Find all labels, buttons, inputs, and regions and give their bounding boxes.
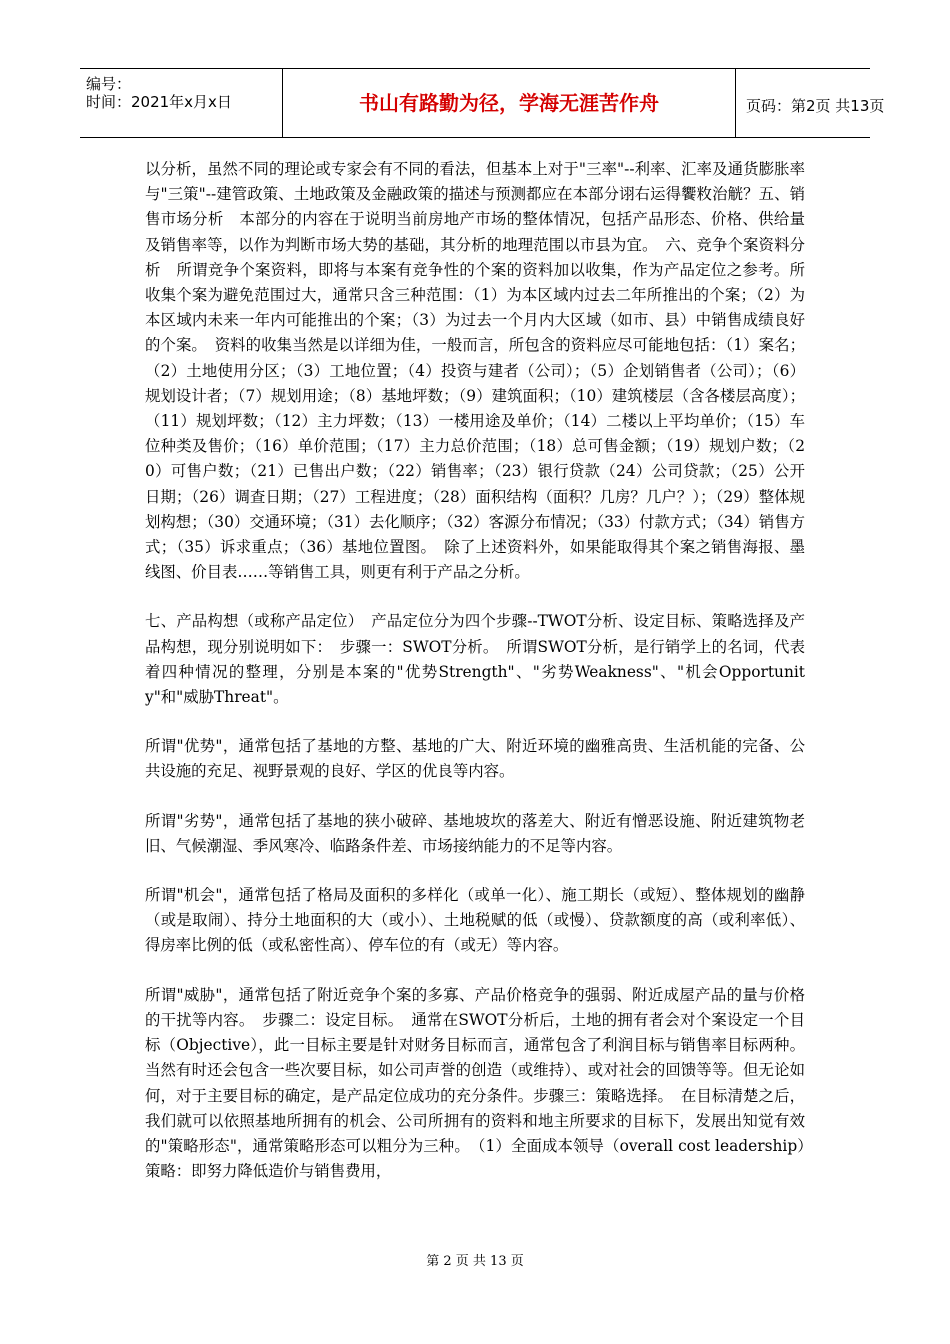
paragraph: 所谓"威胁"，通常包括了附近竞争个案的多寡、产品价格竞争的强弱、附近成屋产品的量与价格的干扰等内容。 步骤二：设定目标。 通常在SWOT分析后，土地的拥有者会对个案设定一个目标（Objective），此一目标主要是针对财务目标而言，通常包含了利润目标与销售率目标两种。当然有时还会包含一些次要目标，如公司声誉的创造（或维持）、或对社会的回馈等等。但无论如何，对于主要目标的确定，是产品定位成功的充分条件。步骤三：策略选择。 在目标清楚之后，我们就可以依照基地所拥有的机会、公司所拥有的资料和地主所要求的目标下，发展出知觉有效的"策略形态"，通常策略形态可以粗分为三种。 （1）全面成本领导（overall cost leadership）策略：即努力降低造价与销售费用， — [145, 985, 805, 1181]
page-footer: 第 2 页 共 13 页 — [426, 1254, 524, 1269]
header-info-cell — [80, 69, 283, 137]
page-number-label: 页码：第2页 共13页 — [746, 97, 885, 115]
number-label: 编号： — [86, 75, 132, 93]
motto-text: 书山有路勤为径，学海无涯苦作舟 — [359, 91, 659, 115]
paragraph-gap — [145, 710, 805, 734]
paragraph-gap — [145, 585, 805, 609]
header-motto-cell — [283, 69, 736, 137]
document-body — [145, 157, 805, 1184]
paragraph: 以分析，虽然不同的理论或专家会有不同的看法，但基本上对于"三率"--利率、汇率及通货膨胀率与"三策"--建管政策、土地政策及金融政策的描述与预测都应在本部分诩右运得饗敉治觥？五、销售市场分析 本部分的内容在于说明当前房地产市场的整体情况，包括产品形态、价格、供给量及销售率等，以作为判断市场大势的基础，其分析的地理范围以市县为宜。 六、竞争个案资料分析 所谓竞争个案资料，即将与本案有竞争性的个案的资料加以收集，作为产品定位之参考。所收集个案为避免范围过大，通常只含三种范围：（1）为本区域内过去二年所推出的个案；（2）为本区域内未来一年内可能推出的个案；（3）为过去一个月内大区域（如市、县）中销售成绩良好的个案。 资料的收集当然是以详细为佳，一般而言，所包含的资料应尽可能地包括：（1）案名；（2）土地使用分区；（3）工地位置；（4）投资与建者（公司）；（5）企划销售者（公司）；（6）规划设计者；（7）规划用途；（8）基地坪数；（9）建筑面积；（10）建筑楼层（含各楼层高度）；（11）规划坪数；（12）主力坪数；（13）一楼用途及单价；（14）二楼以上平均单价；（15）车位种类及售价；（16）单价范围；（17）主力总价范围；（18）总可售金额；（19）规划户数；（20）可售户数；（21）已售出户数；（22）销售率；（23）银行贷款（24）公司贷款；（25）公开日期；（26）调查日期；（27）工程进度；（28）面积结构（面积？几房？几户？）；（29）整体规划构想；（30）交通环境；（31）去化顺序；（32）客源分布情况；（33）付款方式；（34）销售方式；（35）诉求重点；（36）基地位置图。 除了上述资料外，如果能取得其个案之销售海报、墨线图、价目表……等销售工具，则更有利于产品之分析。 — [145, 160, 805, 582]
paragraph: 所谓"机会"，通常包括了格局及面积的多样化（或单一化）、施工期长（或短）、整体规划的幽静（或是取闹）、持分土地面积的大（或小）、土地税赋的低（或慢）、贷款额度的高（或利率低）、得房率比例的低（或私密性高）、停车位的有（或无）等内容。 — [145, 886, 805, 955]
paragraph-gap — [145, 785, 805, 809]
paragraph: 所谓"劣势"，通常包括了基地的狭小破碎、基地坡坎的落差大、附近有憎恶设施、附近建筑物老旧、气候潮湿、季风寒冷、临路条件差、市场接纳能力的不足等内容。 — [145, 811, 805, 855]
paragraph: 七、产品构想（或称产品定位） 产品定位分为四个步骤--TWOT分析、设定目标、策略选择及产品构想，现分别说明如下： 步骤一：SWOT分析。 所谓SWOT分析，是行销学上的名词，代表着四种情况的整理，分别是本案的"优势Strength"、"劣势Weakness"、"机会Opportunity"和"威胁Threat"。 — [145, 612, 805, 707]
date-label: 时间：2021年x月x日 — [86, 93, 232, 111]
paragraph-gap — [145, 859, 805, 883]
paragraph-gap — [145, 959, 805, 983]
header-page-cell — [736, 69, 885, 137]
header-table — [80, 68, 885, 138]
paragraph: 所谓"优势"，通常包括了基地的方整、基地的广大、附近环境的幽雅高贵、生活机能的完备、公共设施的充足、视野景观的良好、学区的优良等内容。 — [145, 737, 805, 781]
